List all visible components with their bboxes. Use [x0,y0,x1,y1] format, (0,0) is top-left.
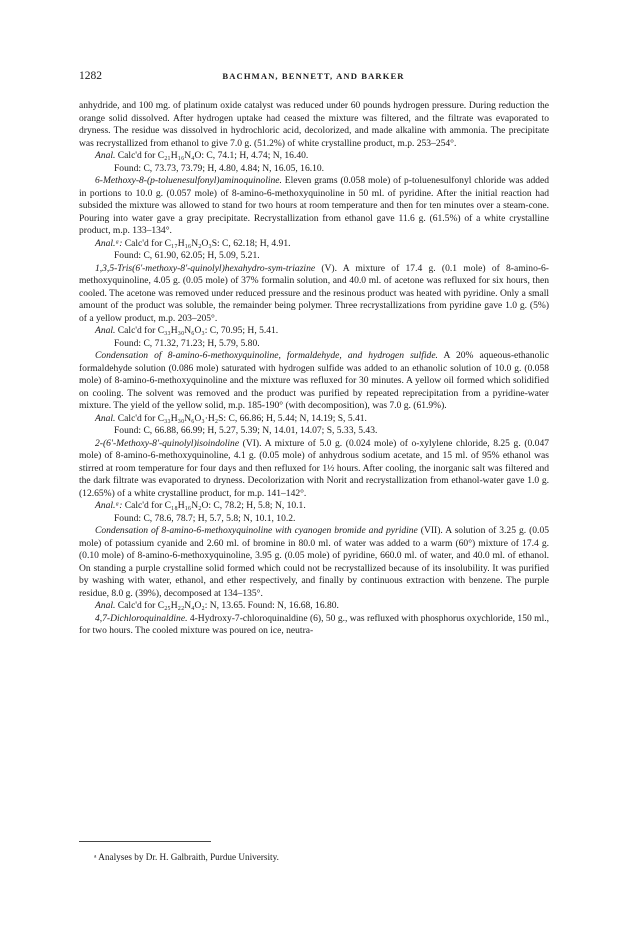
paragraph-text: Found: C, 73.73, 73.79; H, 4.80, 4.84; N, 16.05, 16.10. [114,162,325,174]
paragraph-text: Calc'd for C₁₇H₁₆N₂O₃S: C, 62.18; H, 4.91. [122,237,291,249]
analysis-calc-line [79,238,549,251]
analysis-label: Anal. [95,325,116,336]
footnote [94,852,279,862]
page-header [79,70,548,86]
analysis-found-line [79,513,549,526]
analysis-label: Anal.ᵃ: [95,237,123,249]
paragraph-text: Eleven grams (0.058 mole) of p-toluenesulfonyl chloride was added in portions to 10.0 g. (0.057 mole) of 8-amino-6-methoxyquinoline in 50 ml. of pyridine. After the initial reaction had subsided the mixture was allowed to stand for two hours at room temperature and then for ten minutes over a steam-cone. Pouring into water gave a gray precipitate. Recrystallization from ethanol gave 11.6 g. (61.5%) of a white crystalline product, m.p. 133–134°. [79,175,549,236]
analysis-label: Anal. [95,600,116,611]
paragraph-text: 4-Hydroxy-7-chloroquinaldine (6), 50 g., was refluxed with phosphorus oxychloride, 150 ml., for two hours. The cooled mixture was poured on ice, neutra- [79,612,549,636]
analysis-found-line [79,425,549,438]
page-number: 1282 [79,70,102,82]
paragraph-text: Found: C, 78.6, 78.7; H, 5.7, 5.8; N, 10.1, 10.2. [114,512,296,524]
analysis-found-line [79,338,549,351]
paragraph-text: Found: C, 66.88, 66.99; H, 5.27, 5.39; N, 14.01, 14.07; S, 5.33, 5.43. [114,425,378,436]
compound-heading: 6-Methoxy-8-(p-toluenesulfonyl)aminoquinoline. [95,175,282,186]
paragraph-text: Calc'd for C₃₃H₃₀N₆O₃·H₂S: C, 66.86; H, 5.44; N, 14.19; S, 5.41. [115,412,367,424]
paragraph-text: (V). A mixture of 17.4 g. (0.1 mole) of 8-amino-6-methoxyquinoline, 4.05 g. (0.05 mole) of 37% formalin solution, and 40.0 ml. of acetone was refluxed for six hours, then cooled. The acetone was removed under reduced pressure and the resinous product was heated with pyridine. Only a small amount of the product was soluble, the remainder being polymer. Three recrystallizations from pyridine gave 1.0 g. (5%) of a yellow product, m.p. 203–205°. [79,262,549,324]
paragraph-text: Calc'd for C₁₈H₁₆N₂O: C, 78.2; H, 5.8; N, 10.1. [122,500,306,511]
analysis-calc-line [79,413,549,426]
analysis-found-line [79,250,549,263]
analysis-found-line [79,163,549,176]
running-title: BACHMAN, BENNETT, AND BARKER [222,71,405,81]
compound-heading: 1,3,5-Tris(6'-methoxy-8'-quinolyl)hexahydro-sym-triazine [95,262,316,274]
analysis-label: Anal. [95,150,116,161]
footnote-marker: ᵃ [94,852,97,862]
footnote-text: Analyses by Dr. H. Galbraith, Purdue University. [96,852,279,862]
paragraph-text: Found: C, 71.32, 71.23; H, 5.79, 5.80. [114,337,260,349]
body-text [79,100,549,638]
paragraph [79,263,549,326]
paragraph [79,438,549,501]
compound-heading: 2-(6'-Methoxy-8'-quinolyl)isoindoline [95,437,240,449]
paragraph-text: (VI). A mixture of 5.0 g. (0.024 mole) of o-xylylene chloride, 8.25 g. (0.047 mole) of 8-amino-6-methoxyquinoline, 4.1 g. (0.05 mole) of anhydrous sodium acetate, and 15 ml. of 95% ethanol was stirred at room temperature for four days and then refluxed for 1½ hours. After cooling, the inorganic salt was filtered and the dark filtrate was evaporated to dryness. Decolorization with Norit and recrystallization from ethanol-water gave 1.0 g. (12.65%) of a white crystalline product, for m.p. 141–142°. [79,437,549,499]
compound-heading: Condensation of 8-amino-6-methoxyquinoline with cyanogen bromide and pyridine [95,525,418,536]
analysis-label: Anal. [95,412,116,424]
paragraph-text: (VII). A solution of 3.25 g. (0.05 mole) of potassium cyanide and 2.60 ml. of bromine in 80.0 ml. of water was added to a warm (60°) mixture of 17.4 g. (0.10 mole) of 8-amino-6-methoxyquinoline, 3.95 g. (0.05 mole) of pyridine, 660.0 ml. of water, and 40.0 ml. of ethanol. On standing a purple crystalline solid formed which could not be recrystallized because of its insolubility. It was purified by washing with water, ethanol, and ether respectively, and finally by continuous extraction with benzene. The purple residue, 8.0 g. (39%), decomposed at 134–135°. [79,525,549,599]
analysis-calc-line [79,150,549,163]
footnote-divider [79,841,211,842]
compound-heading: Condensation of 8-amino-6-methoxyquinoline, formaldehyde, and hydrogen sulfide. [95,350,438,361]
paragraph [79,100,549,150]
paragraph-text: anhydride, and 100 mg. of platinum oxide catalyst was reduced under 60 pounds hydrogen pressure. During reduction the orange solid dissolved. After hydrogen uptake had ceased the mixture was filtered, and the filtrate was evaporated to dryness. The residue was dissolved in hydrochloric acid, decolorized, and made alkaline with ammonia. The precipitate was recrystallized from ethanol to give 7.0 g. (51.2%) of white crystalline product, m.p. 253–254°. [79,100,549,149]
analysis-calc-line [79,325,549,338]
paragraph-text: A 20% aqueous-ethanolic formaldehyde solution (0.086 mole) saturated with hydrogen sulfide was added to an ethanolic solution of 10.0 g. (0.058 mole) of 8-amino-6-methoxyquinoline and the mixture was refluxed for 30 minutes. A yellow oil formed which solidified on cooling. The solvent was removed and the product was purified by repeated reprecipitation from a pyridine-water mixture. The yield of the yellow solid, m.p. 185-190° (with decomposition), was 7.0 g. (61.9%). [79,350,549,411]
paragraph-text: Calc'd for C₂₁H₁₆N₄O: C, 74.1; H, 4.74; N, 16.40. [115,150,309,161]
paragraph-text: Calc'd for C₂₅H₂₂N₄O₂: N, 13.65. Found: N, 16.68, 16.80. [115,600,339,611]
paragraph [79,613,549,638]
paragraph [79,175,549,238]
analysis-calc-line [79,600,549,613]
analysis-calc-line [79,500,549,513]
paragraph [79,525,549,600]
paragraph-text: Calc'd for C₃₃H₃₀N₆O₃: C, 70.95; H, 5.41. [115,325,279,336]
compound-heading: 4,7-Dichloroquinaldine. [95,612,188,624]
paragraph [79,350,549,413]
analysis-label: Anal.ᵃ: [95,500,123,511]
paragraph-text: Found: C, 61.90, 62.05; H, 5.09, 5.21. [114,250,260,261]
